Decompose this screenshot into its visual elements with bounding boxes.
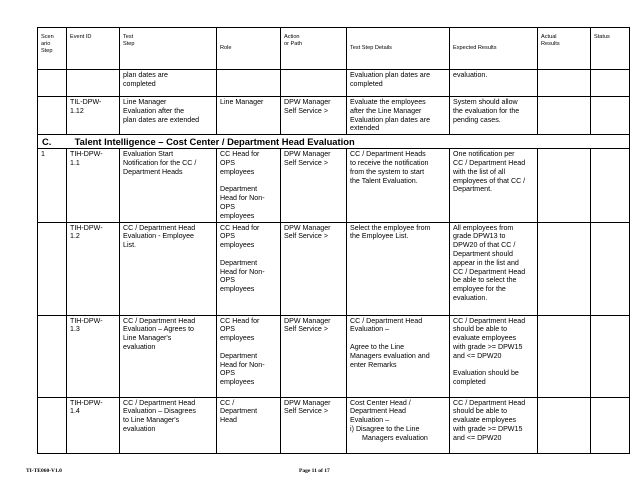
- section-heading-row: [38, 135, 630, 149]
- cell-event-id: TIL-DPW- 1.12: [67, 97, 120, 135]
- cell-status: [591, 315, 630, 397]
- cell-actual-results: [538, 397, 591, 453]
- cell-status: [591, 222, 630, 315]
- cell-actual-results: [538, 97, 591, 135]
- cell-test-step: Line Manager Evaluation after the plan dates are extended: [120, 97, 217, 135]
- cell-event-id: TIH-DPW- 1.3: [67, 315, 120, 397]
- cell-role: CC Head for OPS employees Department Head for Non- OPS employees: [217, 222, 281, 315]
- cell-role: CC Head for OPS employees Department Head for Non- OPS employees: [217, 315, 281, 397]
- cell-action-path: DPW Manager Self Service >: [281, 315, 347, 397]
- cell-event-id: TIH-DPW- 1.1: [67, 149, 120, 222]
- cell-test-step-details: CC / Department Heads to receive the notification from the system to start the Talent Evaluation.: [347, 149, 450, 222]
- cell-status: [591, 70, 630, 97]
- cell-action-path: DPW Manager Self Service >: [281, 222, 347, 315]
- cell-expected-results: CC / Department Head should be able to evaluate employees with grade >= DPW15 and <= DPW20 Evaluation should be completed: [450, 315, 538, 397]
- section-title: Talent Intelligence – Cost Center / Department Head Evaluation: [74, 136, 355, 148]
- details-item-marker: i): [350, 424, 354, 433]
- cell-action-path: [281, 70, 347, 97]
- cell-role: CC / Department Head: [217, 397, 281, 453]
- table-row: [38, 149, 630, 222]
- cell-test-step: CC / Department Head Evaluation – Disagrees to Line Manager's evaluation: [120, 397, 217, 453]
- cell-status: [591, 97, 630, 135]
- cell-expected-results: System should allow the evaluation for the pending cases.: [450, 97, 538, 135]
- cell-test-step: CC / Department Head Evaluation - Employee List.: [120, 222, 217, 315]
- header-row: [38, 28, 630, 70]
- cell-event-id: [67, 70, 120, 97]
- header-scenario-step: Scen ario Step: [38, 28, 67, 70]
- cell-scenario: [38, 397, 67, 453]
- test-cases-table: [37, 27, 630, 454]
- table-row: [38, 397, 630, 453]
- footer-page-number: Page 11 of 17: [299, 468, 330, 474]
- cell-test-step-details: CC / Department Head Evaluation – Agree to the Line Managers evaluation and enter Remarks: [347, 315, 450, 397]
- cell-actual-results: [538, 149, 591, 222]
- section-heading: [38, 135, 630, 149]
- table-row: [38, 222, 630, 315]
- details-intro: Cost Center Head / Department Head Evaluation –: [350, 398, 411, 425]
- header-expected-results: Expected Results: [450, 28, 538, 70]
- cell-status: [591, 149, 630, 222]
- cell-event-id: TIH-DPW- 1.4: [67, 397, 120, 453]
- cell-test-step-details: [347, 397, 450, 453]
- header-status: Status: [591, 28, 630, 70]
- table-row: [38, 97, 630, 135]
- details-item-text: Disagree to the Line Managers evaluation: [355, 424, 428, 442]
- cell-scenario: [38, 70, 67, 97]
- cell-actual-results: [538, 315, 591, 397]
- table-row: [38, 70, 630, 97]
- cell-test-step-details: Evaluation plan dates are completed: [347, 70, 450, 97]
- cell-scenario: [38, 222, 67, 315]
- header-test-step-details: Test Step Details: [347, 28, 450, 70]
- cell-actual-results: [538, 222, 591, 315]
- cell-scenario: 1: [38, 149, 67, 222]
- cell-test-step: plan dates are completed: [120, 70, 217, 97]
- cell-event-id: TIH-DPW- 1.2: [67, 222, 120, 315]
- cell-test-step-details: Select the employee from the Employee List.: [347, 222, 450, 315]
- cell-test-step-details: Evaluate the employees after the Line Manager Evaluation plan dates are extended: [347, 97, 450, 135]
- cell-action-path: DPW Manager Self Service >: [281, 149, 347, 222]
- section-letter: C.: [42, 136, 52, 148]
- cell-actual-results: [538, 70, 591, 97]
- header-event-id: Event ID: [67, 28, 120, 70]
- cell-expected-results: One notification per CC / Department Head with the list of all employees of that CC / Department.: [450, 149, 538, 222]
- cell-expected-results: CC / Department Head should be able to evaluate employees with grade >= DPW15 and <= DPW20: [450, 397, 538, 453]
- cell-role: [217, 70, 281, 97]
- cell-scenario: [38, 97, 67, 135]
- cell-status: [591, 397, 630, 453]
- cell-action-path: DPW Manager Self Service >: [281, 97, 347, 135]
- cell-role: Line Manager: [217, 97, 281, 135]
- header-test-step: Test Step: [120, 28, 217, 70]
- cell-expected-results: evaluation.: [450, 70, 538, 97]
- details-list-item: [350, 425, 446, 443]
- cell-scenario: [38, 315, 67, 397]
- cell-test-step: Evaluation Start Notification for the CC / Department Heads: [120, 149, 217, 222]
- header-role: Role: [217, 28, 281, 70]
- footer-doc-id: TI-TE060-V1.0: [26, 468, 62, 474]
- cell-expected-results: All employees from grade DPW13 to DPW20 of that CC / Department should appear in the list and CC / Department Head be able to select the employee for the evaluation.: [450, 222, 538, 315]
- header-actual-results: Actual Results: [538, 28, 591, 70]
- cell-role: CC Head for OPS employees Department Head for Non- OPS employees: [217, 149, 281, 222]
- header-action-path: Action or Path: [281, 28, 347, 70]
- cell-action-path: DPW Manager Self Service >: [281, 397, 347, 453]
- cell-test-step: CC / Department Head Evaluation – Agrees to Line Manager's evaluation: [120, 315, 217, 397]
- table-row: [38, 315, 630, 397]
